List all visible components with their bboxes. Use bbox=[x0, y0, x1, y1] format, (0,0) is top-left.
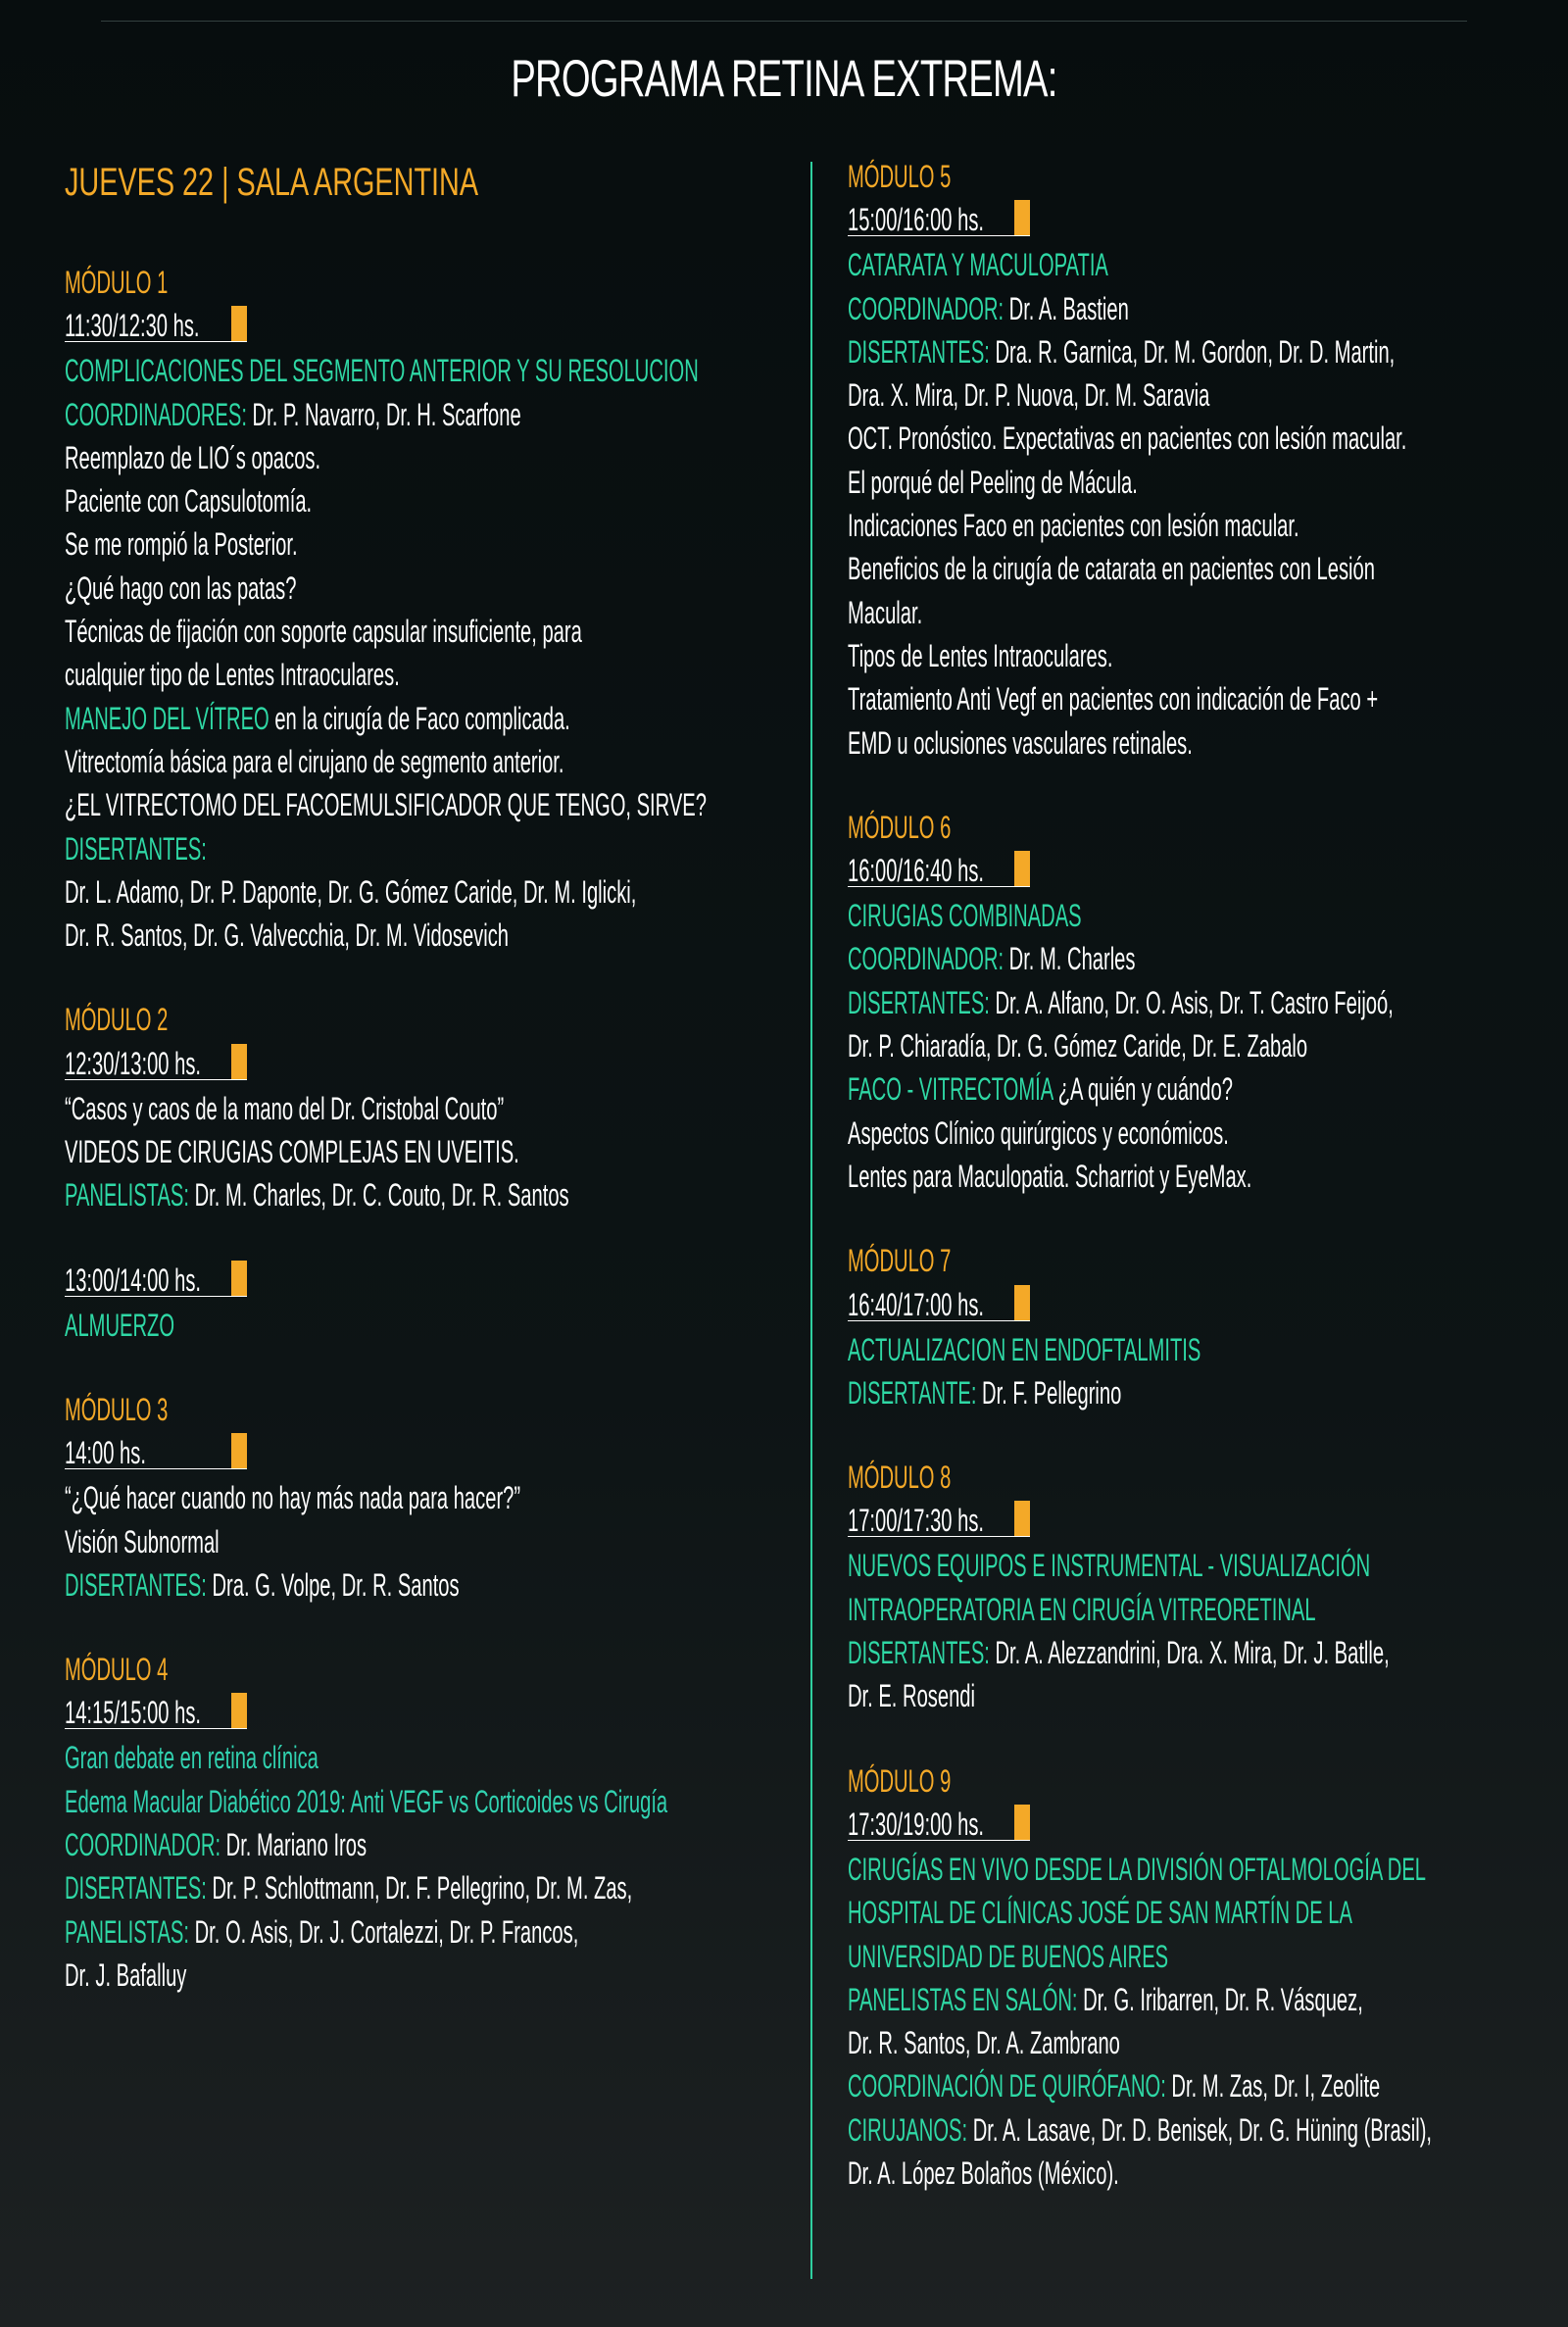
time-row bbox=[848, 198, 1534, 243]
agenda-line: “¿Qué hacer cuando no hay más nada para hacer?” bbox=[65, 1480, 521, 1516]
speakers-line bbox=[848, 1371, 1280, 1414]
agenda-line: EMD u oclusiones vasculares retinales. bbox=[848, 724, 1193, 761]
speakers-names: Dr. P. Schlottmann, Dr. F. Pellegrino, Dr. M. Zas, bbox=[212, 1870, 633, 1906]
time-badge bbox=[65, 1433, 247, 1469]
agenda-line: ¿EL VITRECTOMO DEL FACOEMULSIFICADOR QUE TENGO, SIRVE? bbox=[65, 787, 707, 823]
module-5 bbox=[848, 155, 1534, 765]
panelists-names: Dr. O. Asis, Dr. J. Cortalezzi, Dr. P. Francos, bbox=[194, 1913, 579, 1950]
panelists-names: Dr. J. Bafalluy bbox=[65, 1956, 187, 1993]
module-title: MÓDULO 1 bbox=[65, 265, 169, 300]
surgeons-label: CIRUJANOS: bbox=[848, 2111, 968, 2148]
speakers-line bbox=[65, 1866, 633, 1909]
module-2 bbox=[65, 998, 790, 1216]
agenda-line: El porqué del Peeling de Mácula. bbox=[848, 464, 1138, 500]
coordinators-line bbox=[65, 1823, 521, 1866]
panelists-names: Dr. M. Charles, Dr. C. Couto, Dr. R. Santos bbox=[194, 1177, 569, 1213]
time-row bbox=[848, 1803, 1534, 1848]
lunch-block bbox=[65, 1259, 790, 1347]
time-badge bbox=[65, 1261, 247, 1297]
coordinators-label: COORDINADOR: bbox=[65, 1827, 221, 1863]
module-topic: Gran debate en retina clínica bbox=[65, 1740, 318, 1776]
time-badge bbox=[65, 1044, 247, 1080]
module-title: MÓDULO 3 bbox=[65, 1391, 169, 1427]
time-text: 17:30/19:00 hs. bbox=[848, 1806, 984, 1842]
coordinators-line bbox=[848, 287, 1280, 330]
coordinators-line bbox=[848, 937, 1280, 980]
agenda-line: Tipos de Lentes Intraoculares. bbox=[848, 637, 1113, 673]
agenda-text: ¿A quién y cuándo? bbox=[1057, 1071, 1233, 1108]
module-title: MÓDULO 9 bbox=[848, 1762, 952, 1799]
surgeons-names: Dr. A. Lasave, Dr. D. Benisek, Dr. G. Hüning (Brasil), bbox=[972, 2111, 1433, 2148]
speakers-names: Dra. X. Mira, Dr. P. Nuova, Dr. M. Saravia bbox=[848, 377, 1210, 414]
module-topic: COMPLICACIONES DEL SEGMENTO ANTERIOR Y SU RESOLUCION bbox=[65, 353, 699, 389]
time-text: 13:00/14:00 hs. bbox=[65, 1262, 201, 1298]
agenda-line: cualquier tipo de Lentes Intraoculares. bbox=[65, 657, 400, 693]
agenda-line: Reemplazo de LIO´s opacos. bbox=[65, 439, 321, 475]
speakers-names: Dr. R. Santos, Dr. G. Valvecchia, Dr. M. Vidosevich bbox=[65, 917, 510, 954]
coordinators-names: Dr. A. Bastien bbox=[1008, 290, 1129, 326]
time-badge bbox=[848, 851, 1030, 887]
speakers-label: DISERTANTES: bbox=[65, 1870, 207, 1906]
surgeons-line bbox=[848, 2108, 1433, 2152]
time-text: 16:40/17:00 hs. bbox=[848, 1286, 984, 1322]
speakers-label: DISERTANTES: bbox=[848, 984, 990, 1020]
time-badge bbox=[848, 1501, 1030, 1537]
agenda-line bbox=[848, 1067, 1280, 1111]
column-divider bbox=[810, 162, 812, 2279]
module-1 bbox=[65, 261, 790, 957]
time-row bbox=[65, 304, 790, 349]
module-topic: CIRUGIAS COMBINADAS bbox=[848, 898, 1082, 934]
speakers-label: DISERTANTES: bbox=[65, 1566, 207, 1603]
module-topic: UNIVERSIDAD DE BUENOS AIRES bbox=[848, 1938, 1169, 1974]
time-badge bbox=[848, 1285, 1030, 1321]
module-title: MÓDULO 8 bbox=[848, 1460, 952, 1496]
agenda-line bbox=[65, 697, 570, 740]
agenda-line: VIDEOS DE CIRUGIAS COMPLEJAS EN UVEITIS. bbox=[65, 1134, 519, 1170]
agenda-line: Vitrectomía básica para el cirujano de segmento anterior. bbox=[65, 743, 564, 779]
module-6 bbox=[848, 806, 1534, 1198]
coordinators-label: COORDINADOR: bbox=[848, 941, 1004, 977]
time-text: 15:00/16:00 hs. bbox=[848, 202, 984, 238]
speakers-line bbox=[848, 330, 1396, 373]
module-title: MÓDULO 2 bbox=[65, 1002, 169, 1038]
coordinators-label: COORDINADORES: bbox=[65, 396, 247, 432]
panelists-line bbox=[848, 1978, 1363, 2021]
agenda-line: Indicaciones Faco en pacientes con lesión macular. bbox=[848, 508, 1299, 544]
coordinators-names: Dr. M. Charles bbox=[1008, 941, 1136, 977]
module-title: MÓDULO 6 bbox=[848, 809, 952, 845]
speakers-line bbox=[848, 1631, 1390, 1674]
panelists-line bbox=[65, 1173, 569, 1216]
coordinators-line bbox=[65, 393, 521, 436]
coordinators-label: COORDINACIÓN DE QUIRÓFANO: bbox=[848, 2068, 1166, 2104]
speakers-names: Dra. R. Garnica, Dr. M. Gordon, Dr. D. Martin, bbox=[995, 333, 1396, 370]
time-row bbox=[65, 1431, 790, 1476]
time-text: 11:30/12:30 hs. bbox=[65, 308, 200, 344]
agenda-line: Aspectos Clínico quirúrgicos y económicos. bbox=[848, 1114, 1229, 1151]
agenda-line: Se me rompió la Posterior. bbox=[65, 526, 298, 563]
speakers-label: DISERTANTES: bbox=[848, 333, 990, 370]
agenda-line: Tratamiento Anti Vegf en pacientes con indicación de Faco + bbox=[848, 681, 1379, 718]
coordinators-names: Dr. M. Zas, Dr. I, Zeolite bbox=[1171, 2068, 1381, 2104]
speakers-label: DISERTANTE: bbox=[848, 1374, 977, 1411]
time-text: 14:15/15:00 hs. bbox=[65, 1695, 201, 1731]
time-row bbox=[65, 1042, 790, 1087]
panelists-label: PANELISTAS EN SALÓN: bbox=[848, 1981, 1078, 2017]
time-badge bbox=[848, 1805, 1030, 1841]
agenda-highlight: FACO - VITRECTOMÍA bbox=[848, 1071, 1054, 1108]
panelists-label: PANELISTAS: bbox=[65, 1913, 189, 1950]
panelists-line bbox=[65, 1910, 579, 1954]
panelists-label: PANELISTAS: bbox=[65, 1177, 189, 1213]
module-topic: INTRAOPERATORIA EN CIRUGÍA VITREORETINAL bbox=[848, 1591, 1316, 1627]
agenda-highlight: MANEJO DEL VÍTREO bbox=[65, 700, 270, 736]
lunch-label: ALMUERZO bbox=[65, 1307, 175, 1343]
agenda-text: en la cirugía de Faco complicada. bbox=[274, 700, 570, 736]
module-topic: ACTUALIZACION EN ENDOFTALMITIS bbox=[848, 1331, 1201, 1367]
speakers-line bbox=[65, 1563, 521, 1607]
time-badge bbox=[848, 200, 1030, 236]
speakers-names: Dr. E. Rosendi bbox=[848, 1678, 975, 1714]
agenda-line: ¿Qué hago con las patas? bbox=[65, 569, 297, 606]
module-9 bbox=[848, 1759, 1534, 2196]
module-4 bbox=[65, 1648, 790, 1997]
speakers-names: Dr. F. Pellegrino bbox=[982, 1374, 1122, 1411]
time-row bbox=[65, 1259, 790, 1304]
agenda-line: OCT. Pronóstico. Expectativas en pacientes con lesión macular. bbox=[848, 421, 1407, 457]
coordinators-names: Dr. P. Navarro, Dr. H. Scarfone bbox=[252, 396, 521, 432]
speakers-names: Dra. G. Volpe, Dr. R. Santos bbox=[212, 1566, 460, 1603]
speakers-line bbox=[848, 981, 1394, 1024]
time-row bbox=[848, 849, 1534, 894]
panelists-names: Dr. G. Iribarren, Dr. R. Vásquez, bbox=[1083, 1981, 1363, 2017]
agenda-line: Técnicas de fijación con soporte capsular insuficiente, para bbox=[65, 614, 582, 650]
coordinators-label: COORDINADOR: bbox=[848, 290, 1004, 326]
module-7 bbox=[848, 1239, 1534, 1414]
agenda-line: Macular. bbox=[848, 594, 923, 630]
left-column bbox=[65, 155, 790, 2038]
coordinators-names: Dr. Mariano Iros bbox=[225, 1827, 368, 1863]
surgeons-names: Dr. A. López Bolaños (México). bbox=[848, 2154, 1119, 2191]
speakers-label: DISERTANTES: bbox=[848, 1635, 990, 1671]
time-text: 14:00 hs. bbox=[65, 1435, 146, 1471]
module-topic: HOSPITAL DE CLÍNICAS JOSÉ DE SAN MARTÍN DE LA bbox=[848, 1895, 1352, 1931]
module-topic: NUEVOS EQUIPOS E INSTRUMENTAL - VISUALIZACIÓN bbox=[848, 1548, 1371, 1584]
module-topic: Edema Macular Diabético 2019: Anti VEGF vs Corticoides vs Cirugía bbox=[65, 1783, 668, 1819]
speakers-names: Dr. P. Chiaradía, Dr. G. Gómez Caride, Dr. E. Zabalo bbox=[848, 1028, 1308, 1064]
module-8 bbox=[848, 1456, 1534, 1717]
agenda-line: Visión Subnormal bbox=[65, 1523, 220, 1560]
module-title: MÓDULO 4 bbox=[65, 1652, 169, 1688]
module-topic: CIRUGÍAS EN VIVO DESDE LA DIVISIÓN OFTALMOLOGÍA DEL bbox=[848, 1851, 1427, 1887]
time-text: 12:30/13:00 hs. bbox=[65, 1045, 201, 1081]
page-title: PROGRAMA RETINA EXTREMA: bbox=[511, 50, 1057, 108]
speakers-names: Dr. A. Alfano, Dr. O. Asis, Dr. T. Castro Feijoó, bbox=[995, 984, 1394, 1020]
agenda-line: Paciente con Capsulotomía. bbox=[65, 483, 313, 520]
agenda-line: “Casos y caos de la mano del Dr. Cristobal Couto” bbox=[65, 1090, 505, 1126]
module-title: MÓDULO 7 bbox=[848, 1243, 952, 1279]
speakers-names: Dr. L. Adamo, Dr. P. Daponte, Dr. G. Gómez Caride, Dr. M. Iglicki, bbox=[65, 873, 637, 910]
coordinators-line bbox=[848, 2064, 1381, 2107]
agenda-line: Beneficios de la cirugía de catarata en pacientes con Lesión bbox=[848, 551, 1375, 587]
module-topic: CATARATA Y MACULOPATIA bbox=[848, 247, 1108, 283]
time-row bbox=[65, 1691, 790, 1736]
speakers-label: DISERTANTES: bbox=[65, 830, 207, 866]
speakers-names: Dr. A. Alezzandrini, Dra. X. Mira, Dr. J. Batlle, bbox=[995, 1635, 1390, 1671]
day-header: JUEVES 22 | SALA ARGENTINA bbox=[65, 161, 479, 204]
top-rule bbox=[101, 21, 1467, 22]
right-column bbox=[848, 155, 1534, 2236]
agenda-line: Lentes para Maculopatia. Scharriot y EyeMax. bbox=[848, 1158, 1252, 1194]
time-text: 16:00/16:40 hs. bbox=[848, 853, 984, 889]
module-title: MÓDULO 5 bbox=[848, 159, 952, 194]
time-badge bbox=[65, 1693, 247, 1729]
time-row bbox=[848, 1283, 1534, 1328]
time-text: 17:00/17:30 hs. bbox=[848, 1503, 984, 1539]
time-row bbox=[848, 1499, 1534, 1544]
module-3 bbox=[65, 1388, 790, 1607]
time-badge bbox=[65, 306, 247, 342]
panelists-names: Dr. R. Santos, Dr. A. Zambrano bbox=[848, 2025, 1120, 2061]
